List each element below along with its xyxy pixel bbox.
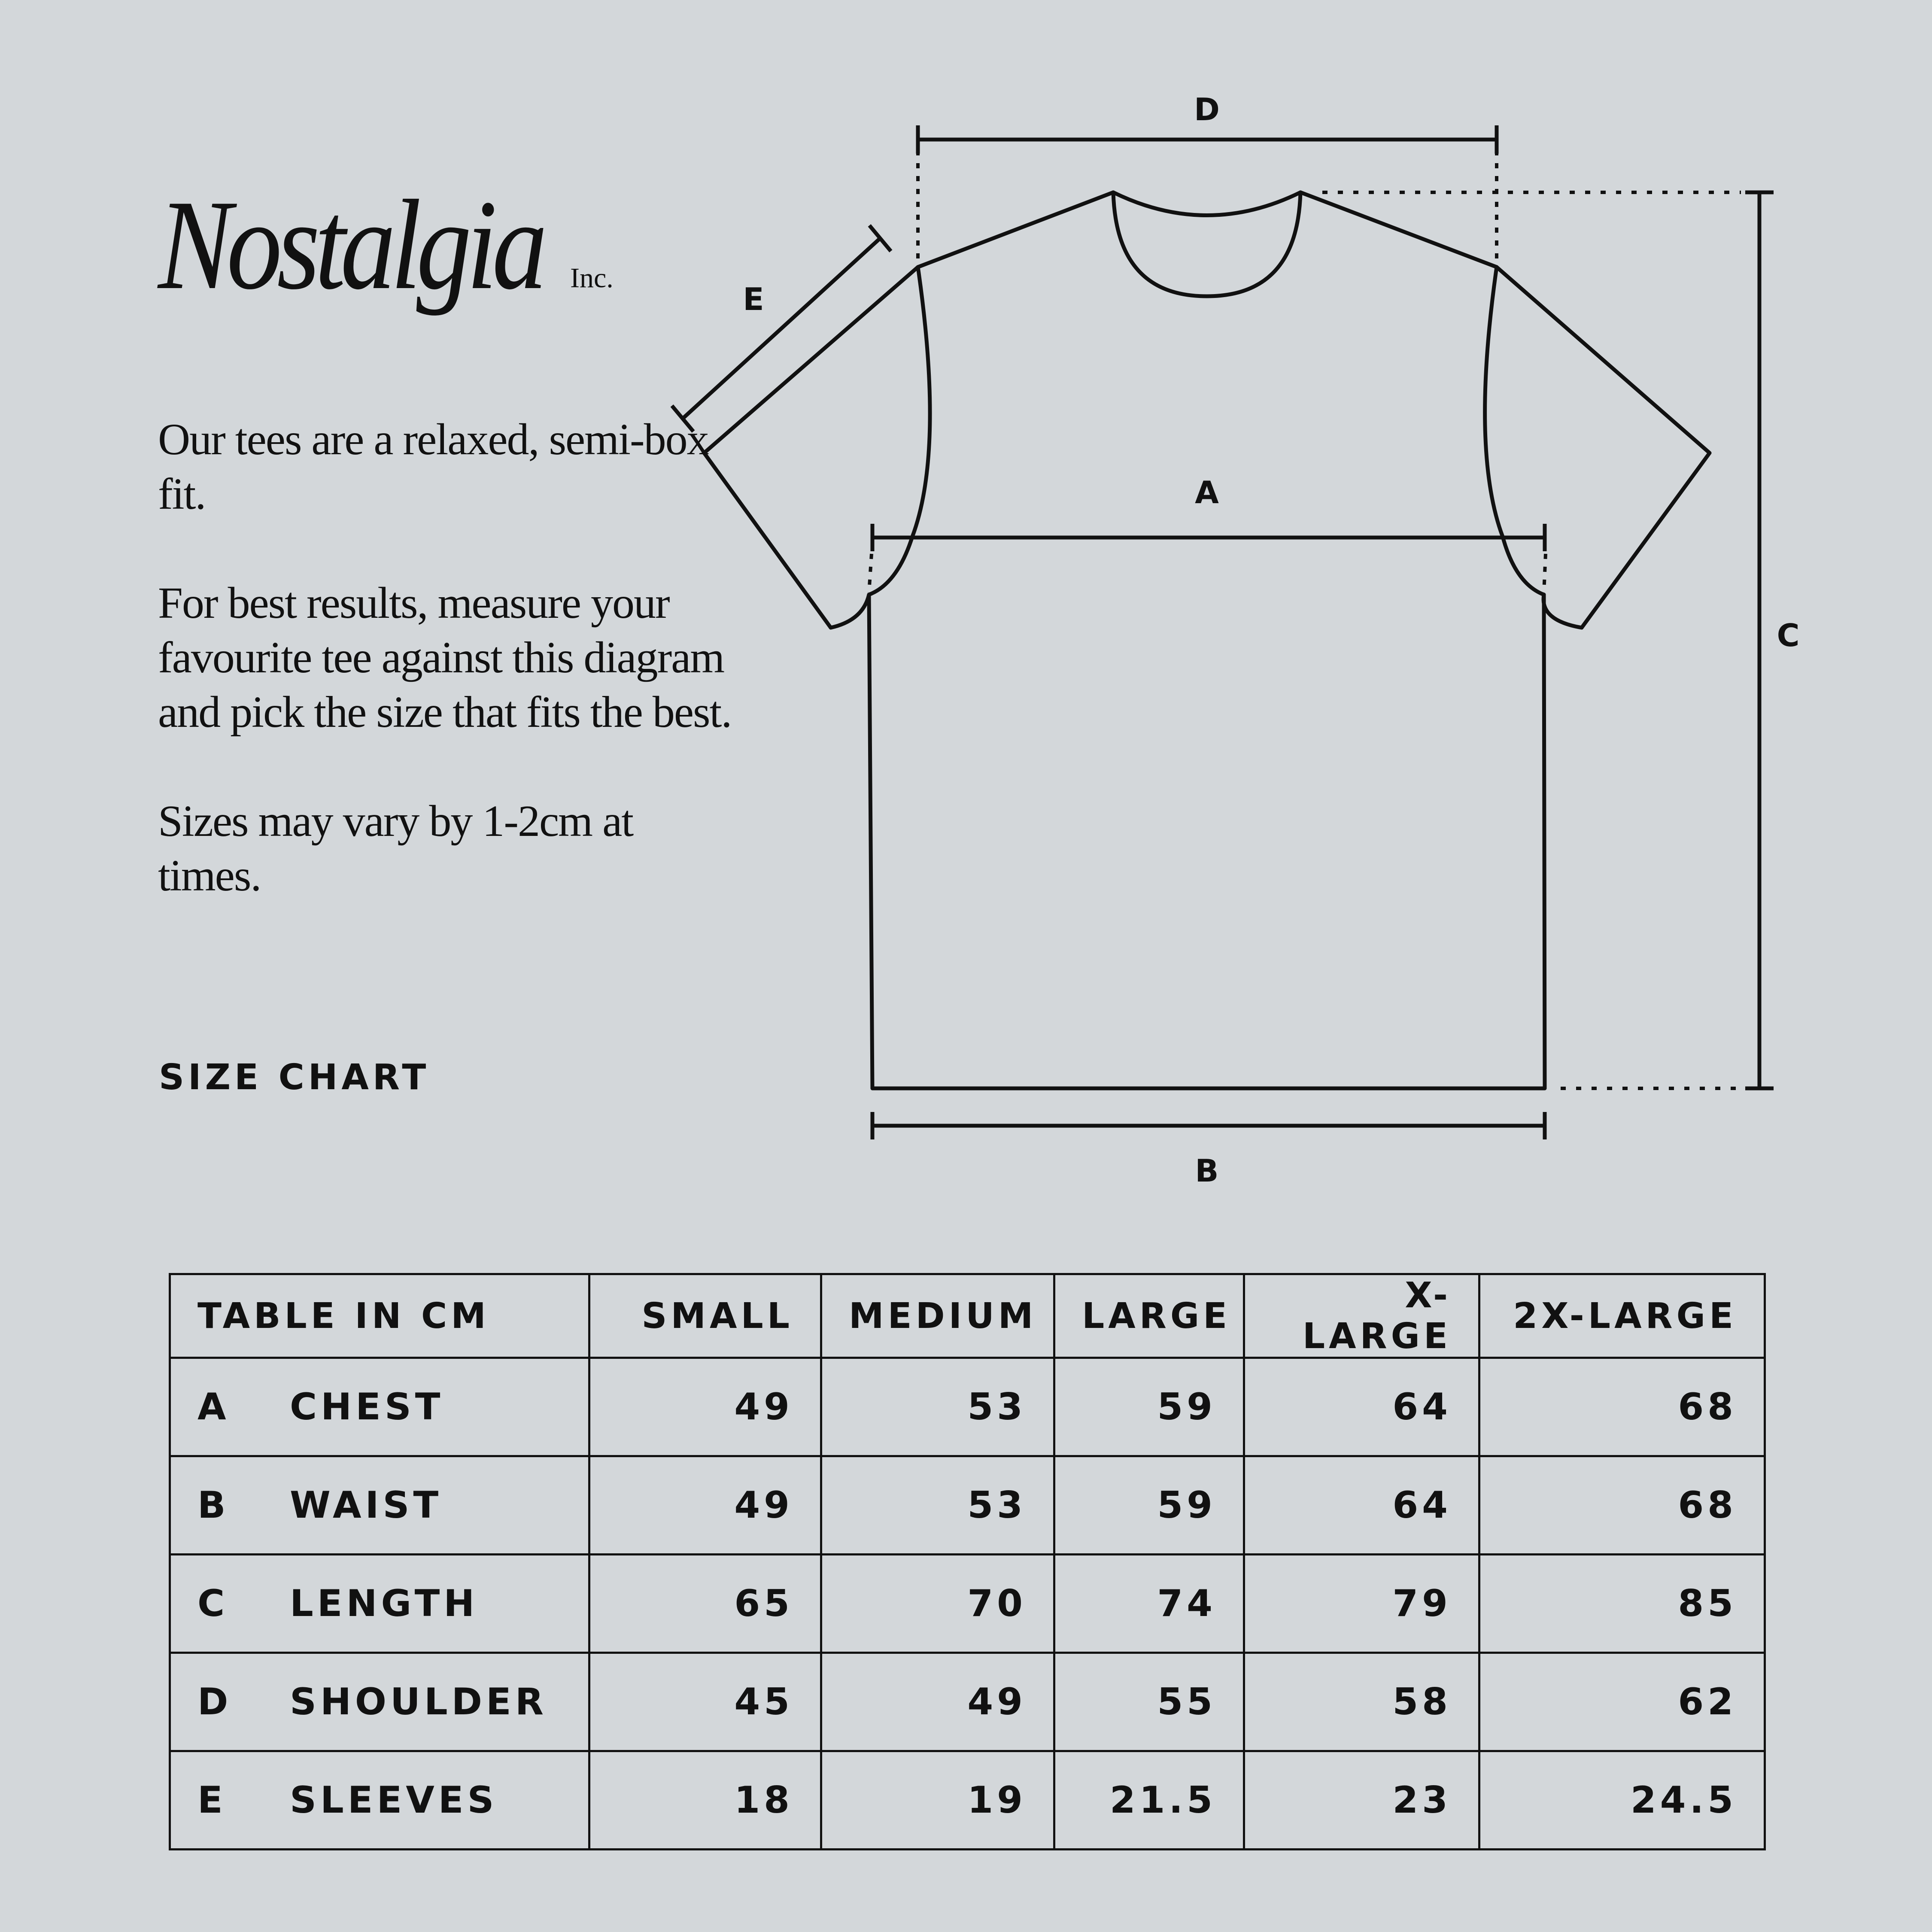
- measure-instructions: For best results, measure your favourite tee against this diagram and pick the size that fits the best.: [158, 578, 732, 737]
- table-cell: 59: [1054, 1456, 1244, 1555]
- size-header-large: LARGE: [1054, 1274, 1244, 1358]
- table-cell: 70: [821, 1555, 1054, 1653]
- table-cell: 68: [1479, 1358, 1765, 1456]
- table-cell: 55: [1054, 1653, 1244, 1751]
- measure-label: [170, 1555, 589, 1653]
- table-row: [170, 1555, 1765, 1653]
- measure-letter: B: [197, 1484, 230, 1527]
- tshirt-left-armhole: [869, 267, 930, 595]
- table-row: [170, 1456, 1765, 1555]
- label-c: C: [1777, 617, 1800, 653]
- table-cell: 49: [589, 1456, 821, 1555]
- measure-name: LENGTH: [290, 1582, 479, 1625]
- size-header-2x-large: 2X-LARGE: [1479, 1274, 1765, 1358]
- fit-description: Our tees are a relaxed, semi-box fit.: [158, 415, 708, 519]
- label-b: B: [1195, 1153, 1219, 1189]
- table-row: [170, 1653, 1765, 1751]
- table-cell: 79: [1244, 1555, 1479, 1653]
- label-d: D: [1194, 91, 1220, 128]
- label-a: A: [1195, 474, 1219, 510]
- measure-name: SLEEVES: [290, 1779, 498, 1822]
- measure-label: [170, 1751, 589, 1850]
- dimension-e: [672, 225, 891, 431]
- table-cell: 49: [589, 1358, 821, 1456]
- table-cell: 64: [1244, 1358, 1479, 1456]
- size-table: [169, 1273, 1766, 1850]
- table-cell: 85: [1479, 1555, 1765, 1653]
- table-cell: 64: [1244, 1456, 1479, 1555]
- tshirt-outline: [704, 192, 1710, 1088]
- table-cell: 65: [589, 1555, 821, 1653]
- brand-suffix: Inc.: [570, 262, 614, 294]
- table-cell: 53: [821, 1456, 1054, 1555]
- table-cell: 62: [1479, 1653, 1765, 1751]
- dimension-a: [869, 524, 1546, 592]
- table-cell: 24.5: [1479, 1751, 1765, 1850]
- measure-letter: A: [197, 1385, 230, 1428]
- table-cell: 53: [821, 1358, 1054, 1456]
- size-header-medium: MEDIUM: [821, 1274, 1054, 1358]
- table-cell: 23: [1244, 1751, 1479, 1850]
- table-cell: 59: [1054, 1358, 1244, 1456]
- measure-label: [170, 1358, 589, 1456]
- measure-label: [170, 1456, 589, 1555]
- size-header-x-large: X-LARGE: [1244, 1274, 1479, 1358]
- table-cell: 74: [1054, 1555, 1244, 1653]
- size-variance-note: Sizes may vary by 1-2cm at times.: [158, 796, 633, 900]
- dimension-c: [1322, 192, 1774, 1088]
- measure-name: WAIST: [290, 1484, 443, 1527]
- measure-name: CHEST: [290, 1385, 444, 1428]
- dimension-d: [918, 125, 1497, 262]
- table-cell: 68: [1479, 1456, 1765, 1555]
- measure-letter: C: [197, 1582, 229, 1625]
- table-row: [170, 1751, 1765, 1850]
- table-cell: 18: [589, 1751, 821, 1850]
- measure-label: [170, 1653, 589, 1751]
- table-header-row: [170, 1274, 1765, 1358]
- dimension-b: [872, 1112, 1545, 1139]
- table-cell: 19: [821, 1751, 1054, 1850]
- brand-name: Nostalgia: [158, 173, 543, 316]
- table-cell: 58: [1244, 1653, 1479, 1751]
- tshirt-neckline: [1113, 192, 1300, 296]
- measure-name: SHOULDER: [290, 1680, 548, 1723]
- size-chart-heading: SIZE CHART: [159, 1057, 430, 1098]
- label-e: E: [743, 281, 764, 317]
- table-cell: 21.5: [1054, 1751, 1244, 1850]
- tshirt-right-armhole: [1485, 267, 1544, 595]
- table-cell: 49: [821, 1653, 1054, 1751]
- table-cell: 45: [589, 1653, 821, 1751]
- measure-letter: E: [197, 1779, 227, 1822]
- table-row: [170, 1358, 1765, 1456]
- measure-letter: D: [197, 1680, 232, 1723]
- size-header-small: SMALL: [589, 1274, 821, 1358]
- table-unit-header: TABLE IN CM: [170, 1274, 589, 1358]
